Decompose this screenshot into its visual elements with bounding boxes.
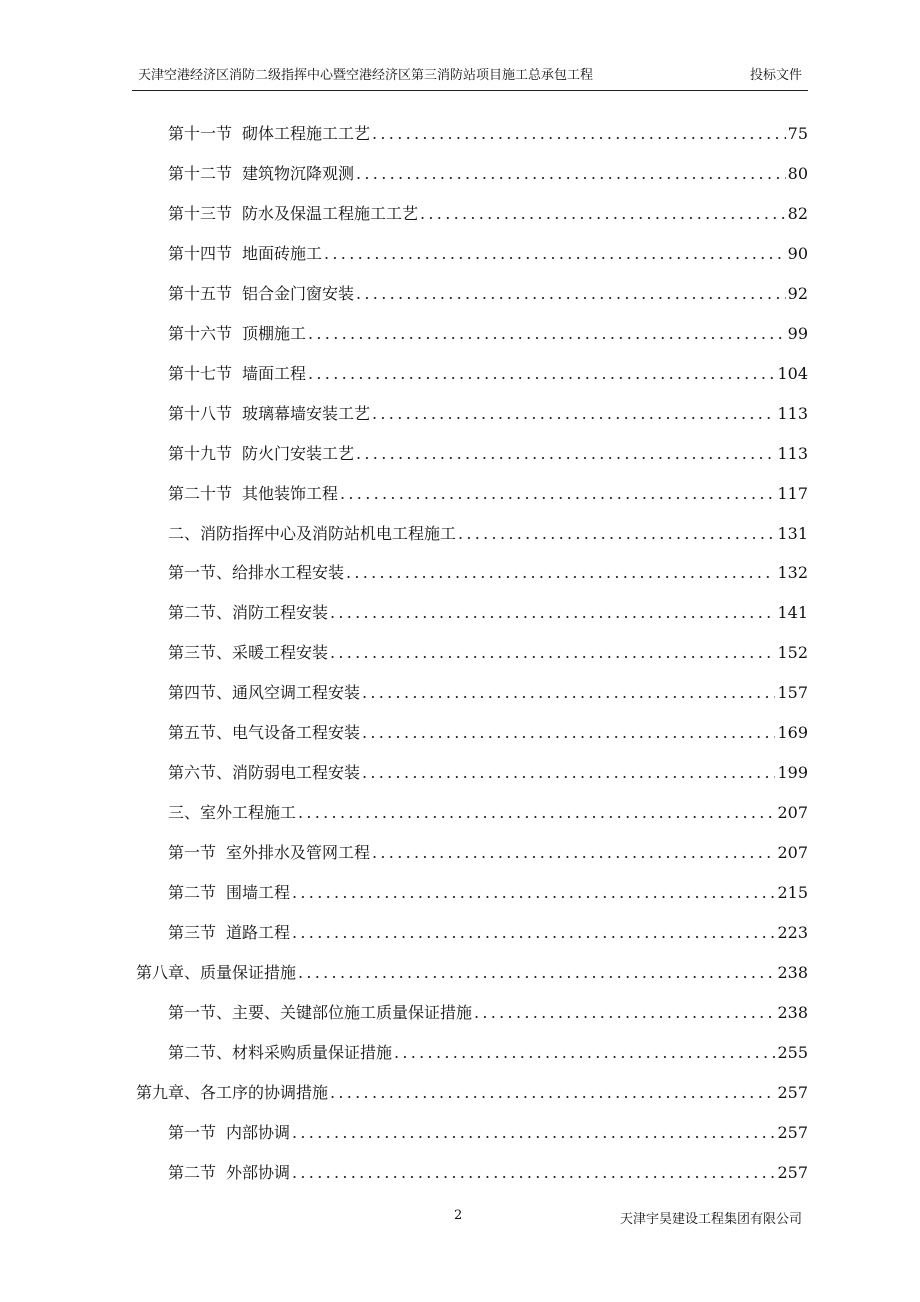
toc-entry-page: 223 (777, 923, 808, 942)
toc-dot-leader (340, 480, 775, 508)
toc-entry-page: 104 (777, 363, 808, 383)
toc-entry-title: 铝合金门窗安装 (242, 283, 355, 303)
toc-entry[interactable] (168, 480, 808, 508)
toc-dot-leader (330, 1079, 775, 1107)
document-title: 天津空港经济区消防二级指挥中心暨空港经济区第三消防站项目施工总承包工程 (138, 68, 594, 83)
toc-entry-page: 207 (777, 803, 808, 823)
toc-entry-title: 防火门安装工艺 (242, 443, 355, 463)
toc-entry-page: 82 (787, 203, 808, 223)
toc-dot-leader (394, 1039, 775, 1067)
toc-dot-leader (372, 120, 786, 148)
toc-entry[interactable] (168, 679, 808, 707)
toc-entry-page: 80 (787, 163, 808, 183)
toc-entry[interactable] (168, 719, 808, 747)
toc-entry-title: 其他装饰工程 (242, 483, 339, 503)
toc-dot-leader (324, 240, 786, 268)
header-divider (132, 90, 808, 91)
toc-entry-title: 第六节、消防弱电工程安装 (168, 763, 361, 783)
toc-entry-number: 第一节 (168, 1122, 217, 1142)
toc-entry-page: 99 (787, 323, 808, 343)
toc-dot-leader (292, 919, 775, 947)
toc-entry-title: 内部协调 (226, 1122, 291, 1142)
document-type: 投标文件 (749, 68, 802, 83)
toc-entry-title: 玻璃幕墙安装工艺 (242, 403, 371, 423)
toc-entry-page: 257 (777, 1162, 808, 1182)
toc-entry-title: 第八章、质量保证措施 (136, 962, 297, 982)
toc-entry-page: 90 (787, 243, 808, 263)
toc-entry-page: 75 (787, 124, 808, 143)
toc-entry-title: 第一节、给排水工程安装 (168, 563, 345, 583)
toc-entry-title: 砌体工程施工工艺 (242, 124, 371, 143)
toc-entry-title: 二、消防指挥中心及消防站机电工程施工 (168, 523, 457, 543)
toc-dot-leader (362, 679, 775, 707)
toc-entry[interactable] (168, 360, 808, 388)
toc-entry-title: 外部协调 (226, 1162, 291, 1182)
toc-entry[interactable] (136, 1079, 808, 1107)
toc-entry-title: 第一节、主要、关键部位施工质量保证措施 (168, 1002, 473, 1022)
toc-entry-number: 第十九节 (168, 443, 233, 463)
toc-entry-title: 地面砖施工 (242, 243, 323, 263)
toc-entry-page: 257 (777, 1122, 808, 1142)
toc-dot-leader (308, 360, 775, 388)
toc-entry[interactable] (168, 599, 808, 627)
toc-entry-title: 三、室外工程施工 (168, 803, 297, 823)
toc-entry-title: 围墙工程 (226, 883, 291, 903)
toc-dot-leader (308, 320, 786, 348)
page-header (132, 64, 808, 86)
toc-entry-page: 132 (777, 563, 808, 583)
toc-dot-leader (330, 639, 775, 667)
toc-entry[interactable] (168, 520, 808, 548)
toc-entry[interactable] (168, 1159, 808, 1187)
toc-dot-leader (362, 759, 775, 787)
toc-entry-page: 238 (777, 962, 808, 982)
toc-entry-number: 第一节 (168, 843, 217, 863)
page-number: 2 (454, 1208, 463, 1223)
toc-entry-number: 第二节 (168, 883, 217, 903)
toc-entry-number: 第十七节 (168, 363, 233, 383)
toc-dot-leader (292, 1119, 775, 1147)
toc-entry-number: 第十一节 (168, 124, 233, 143)
toc-entry-number: 第三节 (168, 923, 217, 942)
toc-dot-leader (356, 160, 786, 188)
toc-entry[interactable] (168, 839, 808, 867)
toc-entry-title: 第五节、电气设备工程安装 (168, 723, 361, 743)
toc-entry[interactable] (168, 1039, 808, 1067)
toc-entry-title: 室外排水及管网工程 (226, 843, 371, 863)
toc-entry-page: 113 (777, 403, 808, 423)
toc-entry-title: 第九章、各工序的协调措施 (136, 1082, 329, 1102)
toc-dot-leader (372, 839, 775, 867)
toc-entry[interactable] (168, 200, 808, 228)
toc-entry-title: 道路工程 (226, 923, 291, 942)
toc-entry-title: 第二节、消防工程安装 (168, 603, 329, 623)
toc-entry-page: 117 (777, 483, 808, 503)
toc-entry-title: 第三节、采暖工程安装 (168, 643, 329, 663)
toc-entry-title: 第二节、材料采购质量保证措施 (168, 1042, 393, 1062)
toc-entry-number: 第十二节 (168, 163, 233, 183)
toc-entry-page: 169 (777, 723, 808, 743)
toc-entry-number: 第二十节 (168, 483, 233, 503)
toc-dot-leader (356, 440, 775, 468)
toc-entry[interactable] (168, 440, 808, 468)
toc-entry[interactable] (168, 240, 808, 268)
toc-entry-page: 255 (777, 1042, 808, 1062)
toc-entry-page: 199 (777, 763, 808, 783)
toc-dot-leader (346, 559, 775, 587)
toc-entry[interactable] (168, 879, 808, 907)
toc-dot-leader (420, 200, 786, 228)
toc-dot-leader (458, 520, 775, 548)
toc-entry[interactable] (168, 559, 808, 587)
toc-entry[interactable] (168, 160, 808, 188)
toc-entry-number: 第十六节 (168, 323, 233, 343)
toc-entry[interactable] (168, 919, 808, 947)
toc-entry-number: 第十四节 (168, 243, 233, 263)
toc-entry[interactable] (168, 280, 808, 308)
toc-dot-leader (474, 999, 775, 1027)
toc-entry-page: 207 (777, 843, 808, 863)
toc-entry[interactable] (168, 799, 808, 827)
toc-entry[interactable] (136, 959, 808, 987)
toc-entry-number: 第十五节 (168, 283, 233, 303)
toc-dot-leader (292, 1159, 775, 1187)
toc-entry-title: 墙面工程 (242, 363, 307, 383)
toc-entry[interactable] (168, 1119, 808, 1147)
toc-dot-leader (372, 400, 775, 428)
toc-dot-leader (356, 280, 786, 308)
toc-entry-page: 131 (777, 523, 808, 543)
toc-entry-title: 顶棚施工 (242, 323, 307, 343)
toc-dot-leader (362, 719, 775, 747)
toc-entry-title: 建筑物沉降观测 (242, 163, 355, 183)
toc-entry-number: 第十八节 (168, 403, 233, 423)
toc-entry-page: 141 (777, 603, 808, 623)
company-name: 天津宇昊建设工程集团有限公司 (619, 1212, 802, 1227)
toc-entry-title: 防水及保温工程施工工艺 (242, 203, 419, 223)
toc-entry-title: 第四节、通风空调工程安装 (168, 683, 361, 703)
toc-entry-page: 92 (787, 283, 808, 303)
toc-entry-number: 第二节 (168, 1162, 217, 1182)
toc-entry-page: 152 (777, 643, 808, 663)
toc-entry-page: 238 (777, 1002, 808, 1022)
toc-entry[interactable] (168, 999, 808, 1027)
toc-entry[interactable] (168, 639, 808, 667)
toc-entry[interactable] (168, 759, 808, 787)
toc-entry[interactable] (168, 120, 808, 148)
toc-entry-page: 257 (777, 1082, 808, 1102)
toc-dot-leader (298, 959, 775, 987)
page-footer (132, 1208, 808, 1228)
toc-entry[interactable] (168, 320, 808, 348)
toc-entry-number: 第十三节 (168, 203, 233, 223)
toc-entry-page: 215 (777, 883, 808, 903)
toc-dot-leader (298, 799, 775, 827)
toc-dot-leader (330, 599, 775, 627)
toc-dot-leader (292, 879, 775, 907)
toc-entry-page: 113 (777, 443, 808, 463)
toc-entry-page: 157 (777, 683, 808, 703)
toc-entry[interactable] (168, 400, 808, 428)
